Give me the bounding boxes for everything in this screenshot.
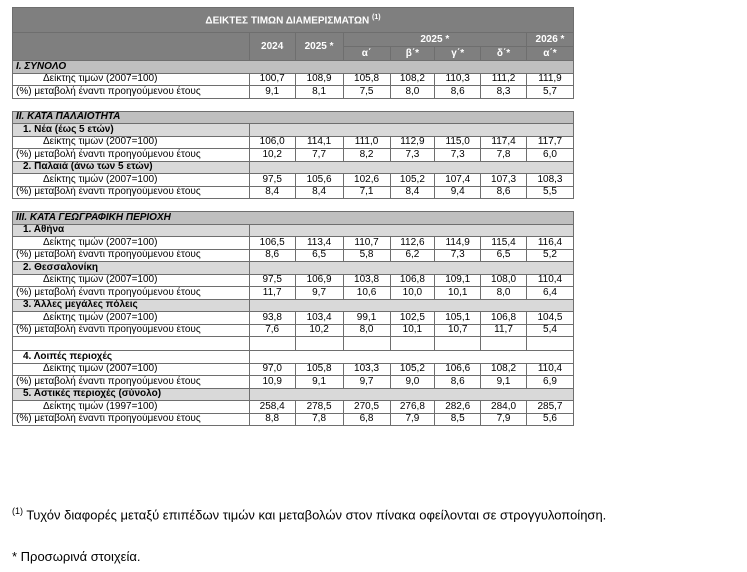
- subsection-other-cities: [13, 299, 574, 312]
- table-cell: 105,2: [390, 174, 435, 187]
- table-cell: 7,3: [435, 149, 481, 162]
- header-q1: α΄: [343, 47, 390, 61]
- header-2024: 2024: [249, 33, 295, 61]
- table-cell: 93,8: [249, 312, 295, 325]
- table-cell: 285,7: [526, 401, 573, 414]
- apartment-price-index-table: [12, 7, 574, 426]
- table-cell: 270,5: [343, 401, 390, 414]
- table-cell: 10,6: [343, 287, 390, 300]
- table-cell: 106,8: [390, 274, 435, 287]
- table-cell: 108,2: [481, 363, 527, 376]
- table-cell: 108,2: [390, 73, 435, 86]
- subsection-title: 1. Αθήνα: [13, 224, 250, 237]
- section-title: II. ΚΑΤΑ ΠΑΛΑΙΟΤΗΤΑ: [13, 111, 574, 124]
- table-cell: 9,7: [295, 287, 343, 300]
- table-row: [13, 149, 574, 162]
- table-cell: 112,6: [390, 237, 435, 250]
- section-title: III. ΚΑΤΑ ΓΕΩΓΡΑΦΙΚΗ ΠΕΡΙΟΧΗ: [13, 212, 574, 225]
- table-cell: 5,4: [526, 324, 573, 337]
- row-label: Δείκτης τιμών (2007=100): [13, 312, 250, 325]
- table-cell: 9,1: [249, 86, 295, 99]
- table-cell: 10,2: [295, 324, 343, 337]
- table-cell: 114,9: [435, 237, 481, 250]
- header-2025-quarters: 2025 *: [343, 33, 526, 47]
- table-cell: 8,6: [435, 376, 481, 389]
- table-row: [13, 401, 574, 414]
- table-cell: 8,1: [295, 86, 343, 99]
- table-row: [13, 237, 574, 250]
- subsection-new: [13, 124, 574, 137]
- row-label: Δείκτης τιμών (2007=100): [13, 274, 250, 287]
- header-q3: γ΄*: [435, 47, 481, 61]
- subsection-urban: [13, 388, 574, 401]
- table-cell: 6,5: [295, 249, 343, 262]
- row-label: Δείκτης τιμών (2007=100): [13, 237, 250, 250]
- table-row: [13, 312, 574, 325]
- table-cell: 7,1: [343, 186, 390, 199]
- row-label: (%) μεταβολή έναντι προηγούμενου έτους: [13, 287, 250, 300]
- table-cell: 6,2: [390, 249, 435, 262]
- table-cell: 99,1: [343, 312, 390, 325]
- table-cell: 107,3: [481, 174, 527, 187]
- header-q4: δ΄*: [481, 47, 527, 61]
- table-cell: 11,7: [249, 287, 295, 300]
- table-cell: 6,9: [526, 376, 573, 389]
- row-label: Δείκτης τιμών (1997=100): [13, 401, 250, 414]
- section-by-age: [13, 111, 574, 124]
- table-cell: 8,4: [249, 186, 295, 199]
- row-label: (%) μεταβολή έναντι προηγούμενου έτους: [13, 413, 250, 426]
- table-cell: 7,7: [295, 149, 343, 162]
- table-cell: 110,4: [526, 274, 573, 287]
- table-cell: 6,5: [481, 249, 527, 262]
- table-cell: 114,1: [295, 136, 343, 149]
- table-cell: 103,4: [295, 312, 343, 325]
- table-cell: 104,5: [526, 312, 573, 325]
- table-cell: 7,3: [435, 249, 481, 262]
- table-cell: 8,5: [435, 413, 481, 426]
- table-cell: 108,0: [481, 274, 527, 287]
- table-cell: 284,0: [481, 401, 527, 414]
- table-cell: 7,9: [481, 413, 527, 426]
- table-cell: 10,0: [390, 287, 435, 300]
- table-cell: 103,3: [343, 363, 390, 376]
- empty-row: [13, 337, 574, 351]
- table-cell: 97,0: [249, 363, 295, 376]
- table-cell: 106,0: [249, 136, 295, 149]
- table-cell: 9,0: [390, 376, 435, 389]
- table-cell: 113,4: [295, 237, 343, 250]
- subsection-rest: [13, 351, 574, 364]
- table-cell: 117,4: [481, 136, 527, 149]
- subsection-thessaloniki: [13, 262, 574, 275]
- table-cell: 10,1: [390, 324, 435, 337]
- table-cell: 106,6: [435, 363, 481, 376]
- table-cell: 8,0: [343, 324, 390, 337]
- row-label: Δείκτης τιμών (2007=100): [13, 73, 250, 86]
- table-cell: 106,8: [481, 312, 527, 325]
- spacer-row: [13, 199, 574, 212]
- table-cell: 7,3: [390, 149, 435, 162]
- section-total: [13, 61, 574, 74]
- table-title-text: ΔΕΙΚΤΕΣ ΤΙΜΩΝ ΔΙΑΜΕΡΙΣΜΑΤΩΝ: [205, 15, 370, 27]
- table-cell: 105,1: [435, 312, 481, 325]
- table-cell: 7,9: [390, 413, 435, 426]
- table-cell: 8,6: [249, 249, 295, 262]
- header-2026: 2026 *: [526, 33, 573, 47]
- table-cell: 7,6: [249, 324, 295, 337]
- table-cell: 9,4: [435, 186, 481, 199]
- footnote-mark: (1): [12, 506, 23, 516]
- table-cell: 7,8: [295, 413, 343, 426]
- subsection-athens: [13, 224, 574, 237]
- table-cell: 8,3: [481, 86, 527, 99]
- footnote-rounding: [12, 506, 606, 522]
- table-cell: 106,5: [249, 237, 295, 250]
- table-cell: 8,0: [390, 86, 435, 99]
- table-cell: 5,6: [526, 413, 573, 426]
- table-cell: 7,5: [343, 86, 390, 99]
- table-cell: 9,7: [343, 376, 390, 389]
- table-cell: 10,7: [435, 324, 481, 337]
- table-cell: 8,0: [481, 287, 527, 300]
- table-row: [13, 86, 574, 99]
- row-label: Δείκτης τιμών (2007=100): [13, 174, 250, 187]
- table-cell: 9,1: [481, 376, 527, 389]
- table-cell: 102,5: [390, 312, 435, 325]
- table-title-row: [13, 8, 574, 33]
- table-cell: 115,4: [481, 237, 527, 250]
- table-cell: 108,3: [526, 174, 573, 187]
- row-label: (%) μεταβολή έναντι προηγούμενου έτους: [13, 324, 250, 337]
- table-cell: 5,2: [526, 249, 573, 262]
- spacer-row: [13, 98, 574, 111]
- table-title-footnote-mark: (1): [372, 14, 381, 22]
- table-cell: 10,2: [249, 149, 295, 162]
- row-label: Δείκτης τιμών (2007=100): [13, 363, 250, 376]
- table-row: [13, 186, 574, 199]
- table-cell: 8,4: [390, 186, 435, 199]
- table-cell: 6,4: [526, 287, 573, 300]
- subsection-title: 2. Παλαιά (άνω των 5 ετών): [13, 161, 250, 174]
- footnote-provisional: * Προσωρινά στοιχεία.: [12, 549, 141, 564]
- table-row: [13, 363, 574, 376]
- header-row-1: [13, 33, 574, 47]
- header-q1-2026: α΄*: [526, 47, 573, 61]
- table-cell: 5,7: [526, 86, 573, 99]
- table-cell: 8,4: [295, 186, 343, 199]
- section-title: I. ΣΥΝΟΛΟ: [13, 61, 574, 74]
- table-cell: 10,1: [435, 287, 481, 300]
- section-by-region: [13, 212, 574, 225]
- row-label: (%) μεταβολή έναντι προηγούμενου έτους: [13, 249, 250, 262]
- table-cell: 10,9: [249, 376, 295, 389]
- table-cell: 8,2: [343, 149, 390, 162]
- table-cell: 117,7: [526, 136, 573, 149]
- table-cell: 108,9: [295, 73, 343, 86]
- table-row: [13, 376, 574, 389]
- table-row: [13, 174, 574, 187]
- table-cell: 111,2: [481, 73, 527, 86]
- table-cell: 103,8: [343, 274, 390, 287]
- table-cell: 105,8: [343, 73, 390, 86]
- table-cell: 106,9: [295, 274, 343, 287]
- table-cell: 110,4: [526, 363, 573, 376]
- table-cell: 9,1: [295, 376, 343, 389]
- table-row: [13, 249, 574, 262]
- table-title: [13, 8, 574, 33]
- table-cell: 8,8: [249, 413, 295, 426]
- table-cell: 8,6: [481, 186, 527, 199]
- table-cell: 111,9: [526, 73, 573, 86]
- table-row: [13, 136, 574, 149]
- subsection-title: 2. Θεσσαλονίκη: [13, 262, 250, 275]
- table-cell: 258,4: [249, 401, 295, 414]
- table-cell: 105,6: [295, 174, 343, 187]
- table-cell: 107,4: [435, 174, 481, 187]
- row-label: (%) μεταβολή έναντι προηγούμενου έτους: [13, 376, 250, 389]
- table-cell: 105,2: [390, 363, 435, 376]
- table-cell: 115,0: [435, 136, 481, 149]
- table-cell: 97,5: [249, 174, 295, 187]
- table-cell: 111,0: [343, 136, 390, 149]
- subsection-old: [13, 161, 574, 174]
- table-cell: 282,6: [435, 401, 481, 414]
- table-cell: 97,5: [249, 274, 295, 287]
- table-cell: 7,8: [481, 149, 527, 162]
- table-cell: 11,7: [481, 324, 527, 337]
- table-cell: 116,4: [526, 237, 573, 250]
- table-cell: 5,8: [343, 249, 390, 262]
- table-cell: 110,3: [435, 73, 481, 86]
- table-cell: 6,0: [526, 149, 573, 162]
- table-cell: 8,6: [435, 86, 481, 99]
- table-cell: 278,5: [295, 401, 343, 414]
- table-cell: 109,1: [435, 274, 481, 287]
- header-2025: 2025 *: [295, 33, 343, 61]
- table-row: [13, 287, 574, 300]
- table-row: [13, 73, 574, 86]
- row-label: Δείκτης τιμών (2007=100): [13, 136, 250, 149]
- table-row: [13, 413, 574, 426]
- subsection-title: 3. Άλλες μεγάλες πόλεις: [13, 299, 250, 312]
- row-label: (%) μεταβολή έναντι προηγούμενου έτους: [13, 186, 250, 199]
- table-row: [13, 274, 574, 287]
- table-cell: 112,9: [390, 136, 435, 149]
- table-cell: 102,6: [343, 174, 390, 187]
- table-cell: 6,8: [343, 413, 390, 426]
- row-label: (%) μεταβολή έναντι προηγούμενου έτους: [13, 86, 250, 99]
- header-q2: β΄*: [390, 47, 435, 61]
- subsection-title: 5. Αστικές περιοχές (σύνολο): [13, 388, 250, 401]
- table-cell: 100,7: [249, 73, 295, 86]
- table-row: [13, 324, 574, 337]
- subsection-title: 1. Νέα (έως 5 ετών): [13, 124, 250, 137]
- footnote-text: Τυχόν διαφορές μεταξύ επιπέδων τιμών και μεταβολών στον πίνακα οφείλονται σε στρογγυλοποίηση.: [23, 507, 607, 523]
- table-cell: 105,8: [295, 363, 343, 376]
- table-cell: 276,8: [390, 401, 435, 414]
- header-blank: [13, 33, 250, 61]
- table-cell: 5,5: [526, 186, 573, 199]
- table-cell: 110,7: [343, 237, 390, 250]
- row-label: (%) μεταβολή έναντι προηγούμενου έτους: [13, 149, 250, 162]
- subsection-title: 4. Λοιπές περιοχές: [13, 351, 250, 364]
